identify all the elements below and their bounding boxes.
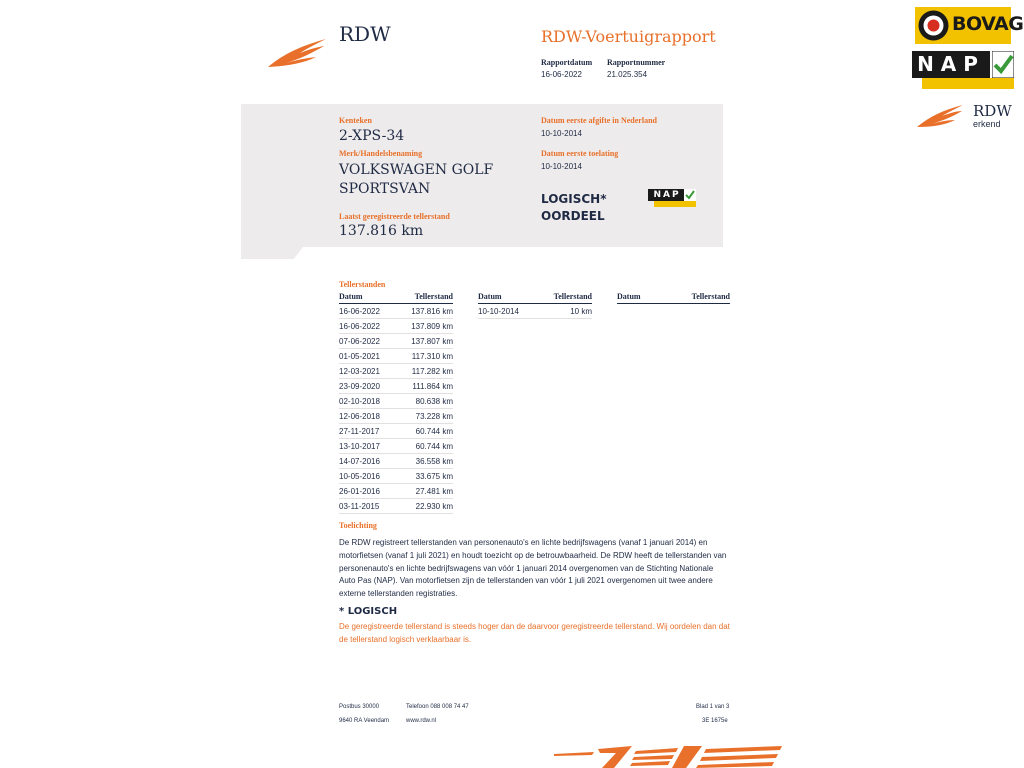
nap-badge-text: NAP xyxy=(648,189,686,201)
decorative-stripes-icon xyxy=(554,746,784,768)
bovag-text: BOVAG xyxy=(952,13,1024,35)
table-row xyxy=(339,364,453,379)
logisch-title: * LOGISCH xyxy=(339,606,398,617)
footer-city: 9640 RA Veendam xyxy=(339,718,390,724)
verdict-line1: LOGISCH* xyxy=(541,192,607,206)
check-icon xyxy=(684,189,696,201)
table-row xyxy=(339,469,453,484)
readings-table-2 xyxy=(478,291,592,319)
report-number-block xyxy=(607,58,665,79)
reading-date: 27-11-2017 xyxy=(339,424,395,439)
nap-check-icon xyxy=(992,51,1014,78)
reading-date: 13-10-2017 xyxy=(339,439,395,454)
reading-odometer: 80.638 km xyxy=(395,394,453,409)
make-line1: VOLKSWAGEN GOLF xyxy=(339,162,494,178)
footer-code: 3E 1675e xyxy=(702,718,728,724)
first-admission-value: 10-10-2014 xyxy=(541,162,582,171)
reading-odometer: 33.675 km xyxy=(395,469,453,484)
col-date-header: Datum xyxy=(617,291,660,304)
reading-odometer: 10 km xyxy=(537,304,592,319)
reading-odometer: 111.864 km xyxy=(395,379,453,394)
reading-odometer: 117.310 km xyxy=(395,349,453,364)
reading-date: 12-03-2021 xyxy=(339,364,395,379)
table-row xyxy=(339,424,453,439)
brand-name: RDW xyxy=(339,22,391,46)
reading-date: 01-05-2021 xyxy=(339,349,395,364)
table-row xyxy=(339,349,453,364)
report-number-value: 21.025.354 xyxy=(607,70,648,79)
verdict xyxy=(541,191,607,225)
reading-odometer: 137.807 km xyxy=(395,334,453,349)
make-line2: SPORTSVAN xyxy=(339,181,431,197)
report-number-label: Rapportnummer xyxy=(607,58,666,67)
table-row xyxy=(339,304,453,319)
odometer-value: 137.816 km xyxy=(339,223,424,239)
explanation-body: De RDW registreert tellerstanden van personenauto's en lichte bedrijfswagens (vanaf 1 januari 2014) en motorfietsen (vanaf 1 juli 2021) en houdt toezicht op de betrouwbaarheid. De RDW heeft de tellerstanden van personenauto's en lichte bedrijfswagens van vóór 1 januari 2014 overgenomen van de Stichting Nationale Auto Pas (NAP). Van motorfietsen zijn de tellerstanden van vóór 1 juli 2021 overgenomen uit twee andere externe tellerstanden registraties. xyxy=(339,538,727,599)
verdict-line2: OORDEEL xyxy=(541,209,605,223)
col-odo-header: Tellerstand xyxy=(537,291,592,304)
reading-date: 03-11-2015 xyxy=(339,499,395,514)
reading-odometer: 137.809 km xyxy=(395,319,453,334)
reading-date: 10-05-2016 xyxy=(339,469,395,484)
table-row xyxy=(339,409,453,424)
rdw-logo-icon xyxy=(266,35,330,69)
footer-phone: Telefoon 088 008 74 47 xyxy=(406,704,469,710)
footer-page: Blad 1 van 3 xyxy=(696,704,730,710)
plate-label: Kenteken xyxy=(339,116,372,125)
bovag-emblem-icon xyxy=(918,10,949,41)
reading-date: 07-06-2022 xyxy=(339,334,395,349)
reading-date: 12-06-2018 xyxy=(339,409,395,424)
reading-odometer: 60.744 km xyxy=(395,439,453,454)
report-date-value: 16-06-2022 xyxy=(541,70,582,79)
first-nl-value: 10-10-2014 xyxy=(541,129,582,138)
nap-logo-stripe xyxy=(922,78,1014,89)
table-row xyxy=(339,439,453,454)
col-date-header: Datum xyxy=(339,291,395,304)
footer-postbus: Postbus 30000 xyxy=(339,704,380,710)
nap-badge xyxy=(648,189,696,207)
table-row xyxy=(339,454,453,469)
reading-date: 16-06-2022 xyxy=(339,319,395,334)
panel-notch xyxy=(241,247,303,259)
bovag-logo xyxy=(915,7,1024,44)
rdw-erkend-title: RDW xyxy=(973,102,1012,120)
table-row xyxy=(339,499,453,514)
plate-value: 2-XPS-34 xyxy=(339,128,405,144)
table-row xyxy=(339,379,453,394)
col-odo-header: Tellerstand xyxy=(660,291,730,304)
rdw-erkend-sub: erkend xyxy=(973,119,1001,129)
reading-date: 23-09-2020 xyxy=(339,379,395,394)
nap-badge-stripe xyxy=(654,201,696,207)
readings-table-1 xyxy=(339,291,453,514)
reading-odometer: 27.481 km xyxy=(395,484,453,499)
reading-odometer: 137.816 km xyxy=(395,304,453,319)
col-date-header: Datum xyxy=(478,291,537,304)
make-label: Merk/Handelsbenaming xyxy=(339,149,423,158)
reading-date: 16-06-2022 xyxy=(339,304,395,319)
first-admission-label: Datum eerste toelating xyxy=(541,149,619,158)
reading-odometer: 117.282 km xyxy=(395,364,453,379)
report-title: RDW-Voertuigrapport xyxy=(541,27,716,46)
report-date-block xyxy=(541,58,592,79)
report-date-label: Rapportdatum xyxy=(541,58,593,67)
readings-table-3 xyxy=(617,291,730,304)
reading-odometer: 73.228 km xyxy=(395,409,453,424)
reading-odometer: 36.558 km xyxy=(395,454,453,469)
col-odo-header: Tellerstand xyxy=(395,291,453,304)
rdw-flame-icon xyxy=(915,102,965,128)
reading-date: 14-07-2016 xyxy=(339,454,395,469)
odometer-label: Laatst geregistreerde tellerstand xyxy=(339,212,450,221)
rdw-erkend-logo xyxy=(915,100,1015,132)
nap-logo xyxy=(912,51,1014,91)
reading-date: 26-01-2016 xyxy=(339,484,395,499)
table-row xyxy=(478,304,592,319)
first-nl-label: Datum eerste afgifte in Nederland xyxy=(541,116,657,125)
readings-title: Tellerstanden xyxy=(339,280,386,289)
reading-odometer: 22.930 km xyxy=(395,499,453,514)
table-row xyxy=(339,334,453,349)
table-row xyxy=(339,394,453,409)
table-row xyxy=(339,319,453,334)
nap-logo-text: NAP xyxy=(912,51,990,78)
reading-odometer: 60.744 km xyxy=(395,424,453,439)
explanation-title: Toelichting xyxy=(339,521,377,530)
reading-date: 02-10-2018 xyxy=(339,394,395,409)
footer-web[interactable]: www.rdw.nl xyxy=(406,718,437,724)
reading-date: 10-10-2014 xyxy=(478,304,537,319)
table-row xyxy=(339,484,453,499)
logisch-body: De geregistreerde tellerstand is steeds hoger dan de daarvoor geregistreerde tellerstand. Wij oordelen dan dat de tellerstand logisch verklaarbaar is. xyxy=(339,622,730,644)
